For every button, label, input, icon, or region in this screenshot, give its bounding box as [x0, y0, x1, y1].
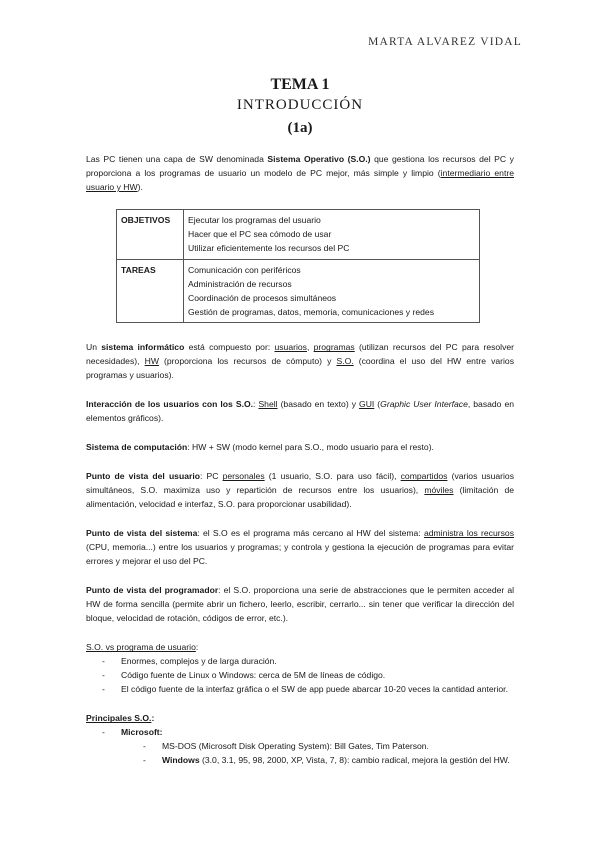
bullet-list [86, 654, 514, 696]
table-value-cell [184, 259, 480, 323]
list-item: - Enormes, complejos y de larga duración. [102, 654, 514, 668]
text: : el S.O es el programa más cercano al HW del sistema: [197, 528, 424, 539]
table-key-cell: OBJETIVOS [117, 210, 184, 260]
table-row [117, 259, 480, 323]
document-subtitle: INTRODUCCIÓN [236, 97, 364, 113]
document-part-label: (1a) [287, 120, 313, 136]
nested-bullet-list [86, 739, 514, 767]
underlined-text: programas [313, 342, 355, 353]
interaccion-paragraph [86, 397, 514, 425]
text: que gestiona los recursos del PC y proporciona a los programas de usuario un modelo de PC mejor, más simple y limpio ( [86, 154, 514, 178]
text: (limitación de alimentación, velocidad e interfaz, S.O. para proporcionar usabilidad). [86, 485, 514, 510]
document-body [86, 152, 514, 767]
term: Punto de vista del programador [86, 585, 219, 596]
underlined-text: usuarios [274, 342, 307, 353]
text: (basado en texto) y [277, 399, 360, 410]
list-item [143, 739, 514, 753]
term: sistema informático [101, 342, 185, 353]
underlined-text: HW [144, 356, 159, 367]
text: (3.0, 3.1, 95, 98, 2000, XP, Vista, 7, 8): cambio radical, mejora la gestión del HW. [199, 755, 510, 766]
table-value-cell [184, 210, 480, 260]
underlined-text: S.O. [336, 356, 354, 367]
list-item [143, 753, 514, 767]
underlined-text: GUI [359, 399, 375, 410]
document-title: TEMA 1 [270, 76, 330, 93]
text: : el S.O. proporciona una serie de abstracciones que le permiten acceder al HW de forma sencilla (permite abrir un fichero, leerlo, escribir, cerrarlo... sin tener que verificar la dirección del bloque, velocidad de rotación, códigos de error, etc.). [86, 585, 515, 624]
underlined-text: Shell [258, 399, 278, 410]
text: : [159, 727, 163, 738]
term: Sistema de computación [86, 442, 188, 453]
text: : PC [199, 471, 223, 482]
text: (1 usuario, S.O. para uso fácil), [264, 471, 401, 482]
sistema-informatico-paragraph [86, 340, 514, 382]
underlined-text: personales [222, 471, 265, 482]
list-item: Utilizar eficientemente los recursos del PC [188, 243, 350, 254]
underlined-heading: Principales S.O. [86, 713, 152, 724]
text: ( [374, 399, 381, 410]
term-so: Sistema Operativo (S.O.) [267, 154, 371, 164]
objectives-tasks-table [116, 209, 480, 323]
text: : [151, 713, 155, 724]
text: (varios usuarios simultáneos, S.O. maximiza uso y repartición de recursos entre los usuarios), [86, 471, 514, 496]
table-key-cell: TAREAS [117, 259, 184, 323]
list-item: - Código fuente de Linux o Windows: cerca de 5M de líneas de código. [102, 668, 514, 682]
table-row [117, 210, 480, 260]
underlined-text: móviles [424, 485, 454, 496]
so-vs-programa-section [86, 640, 514, 696]
term: Interacción de los usuarios con los S.O. [86, 399, 254, 410]
text: Las PC tienen una capa de SW denominada [86, 154, 268, 164]
document-header-author: MARTA ALVAREZ VIDAL [368, 36, 522, 48]
text: , basado en elementos gráficos). [86, 399, 515, 424]
text: está compuesto por: [184, 342, 275, 353]
text: , [306, 342, 314, 353]
text: (proporciona los recursos de cómputo) y [158, 356, 337, 367]
text: (coordina el uso del HW entre varios programas y usuarios). [86, 356, 514, 381]
bullet-list [86, 725, 514, 739]
list-item: Hacer que el PC sea cómodo de usar [188, 229, 332, 240]
list-item: - El código fuente de la interfaz gráfica o el SW de app puede abarcar 10-20 veces la cantidad anterior. [102, 682, 514, 696]
underlined-text: intermediario entre usuario y HW [86, 168, 514, 192]
underlined-heading: S.O. vs programa de usuario [86, 642, 196, 653]
term: Microsoft [121, 727, 160, 738]
pv-sistema-paragraph [86, 526, 514, 568]
intro-paragraph [86, 152, 514, 194]
section-heading [86, 640, 514, 654]
term: Windows [162, 755, 200, 766]
underlined-text: administra los recursos [423, 528, 514, 539]
text: Un [86, 342, 102, 353]
section-heading [86, 711, 514, 725]
list-item: Ejecutar los programas del usuario [188, 215, 321, 225]
computacion-paragraph [86, 440, 514, 454]
text: : [253, 399, 259, 410]
list-item: Administración de recursos [188, 278, 292, 289]
italic-text: Graphic User Interface [380, 399, 468, 410]
list-item: Gestión de programas, datos, memoria, comunicaciones y redes [188, 307, 434, 318]
underlined-text: compartidos [400, 471, 448, 482]
list-item: Coordinación de procesos simultáneos [188, 293, 337, 304]
pv-programador-paragraph [86, 583, 514, 625]
text: MS-DOS (Microsoft Disk Operating System): Bill Gates, Tim Paterson. [162, 741, 429, 752]
list-item [102, 725, 514, 739]
text: ). [137, 182, 143, 192]
pv-usuario-paragraph [86, 469, 514, 511]
term: Punto de vista del usuario [86, 471, 200, 482]
text: : [195, 642, 199, 653]
text: (utilizan recursos del PC para resolver necesidades), [86, 342, 515, 367]
text: : HW + SW (modo kernel para S.O., modo usuario para el resto). [187, 442, 434, 453]
term: Punto de vista del sistema [86, 528, 198, 539]
principales-so-section [86, 711, 514, 767]
text: (CPU, memoria...) entre los usuarios y programas; y controla y gestiona la ejecución de programas para evitar errores y mejorar el uso del PC. [86, 542, 514, 567]
list-item: Comunicación con periféricos [188, 264, 301, 275]
